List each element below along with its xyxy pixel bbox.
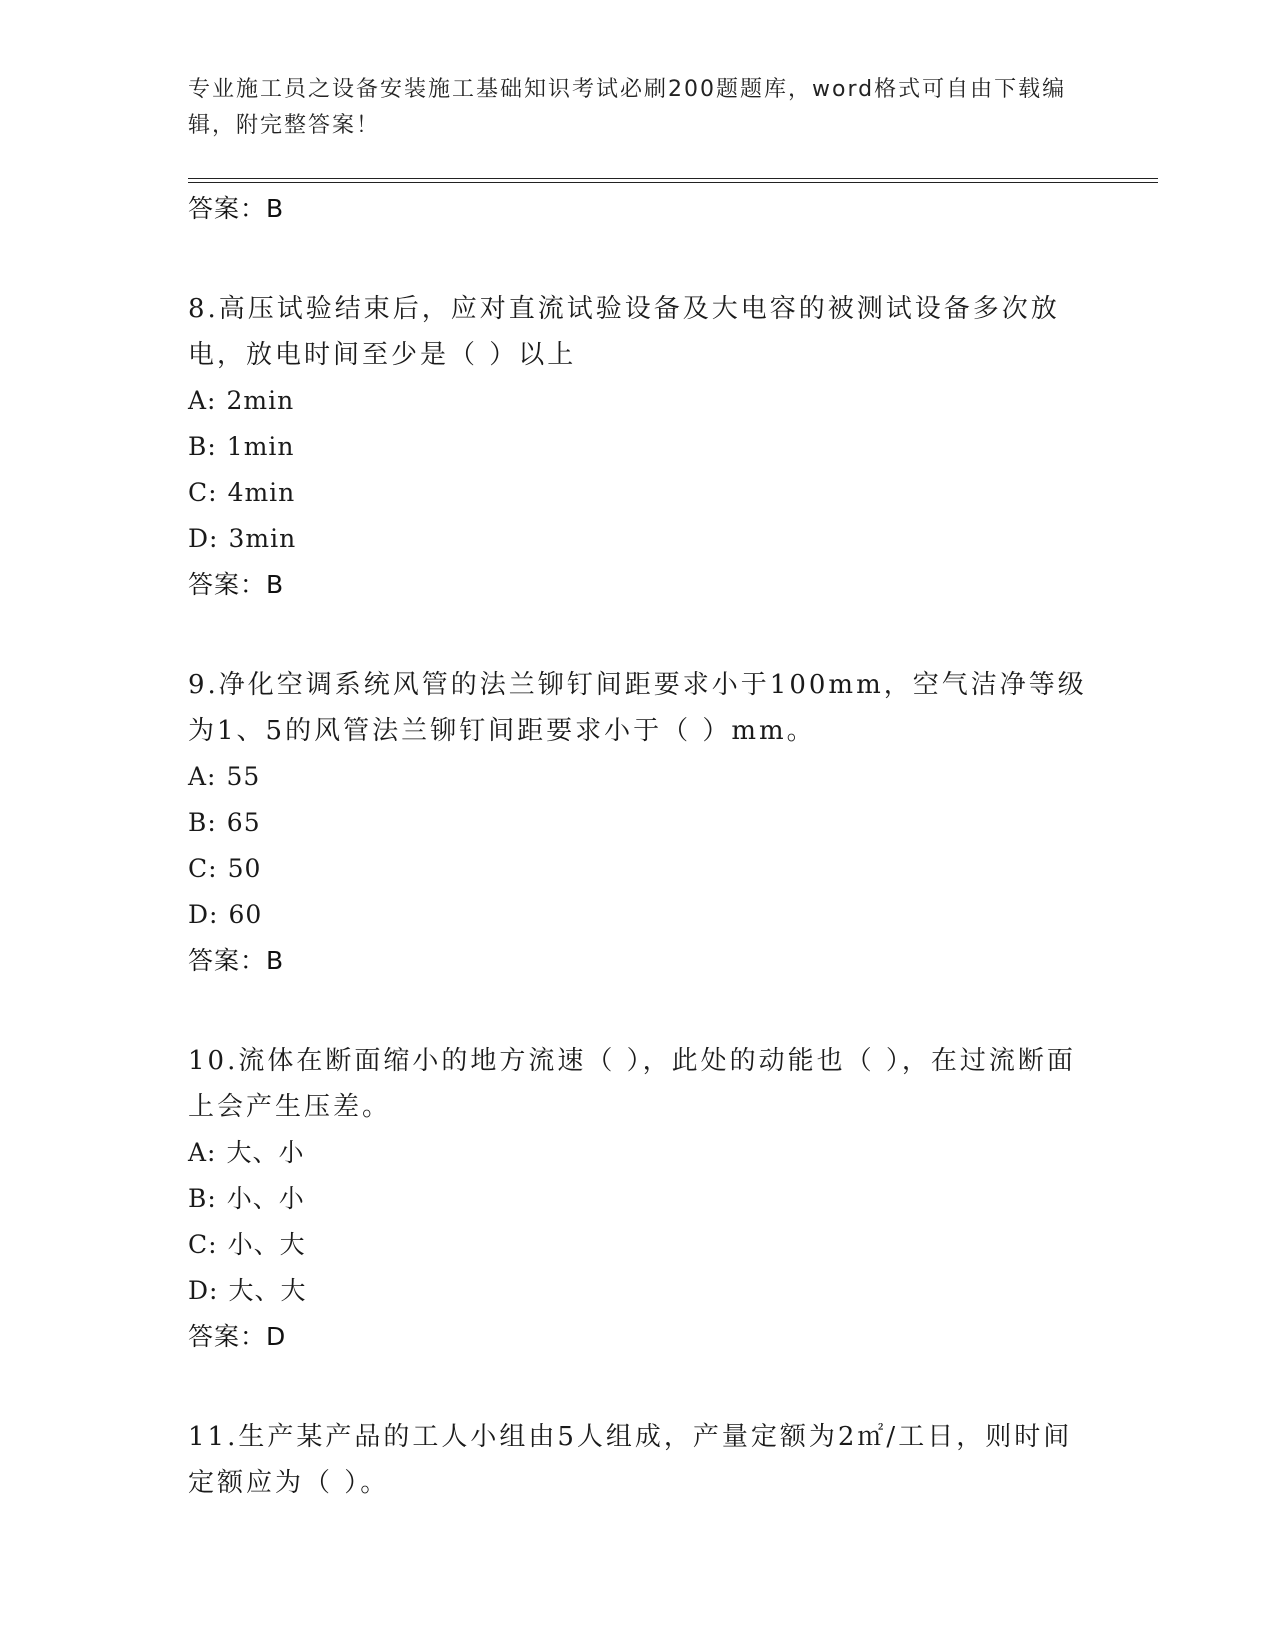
question-text: 10.流体在断面缩小的地方流速（ ），此处的动能也（ ），在过流断面上会产生压差。 <box>188 1046 1076 1122</box>
question-9 <box>188 662 1088 984</box>
question-text: 8.高压试验结束后，应对直流试验设备及大电容的被测试设备多次放电，放电时间至少是（ ）以上 <box>188 294 1060 370</box>
question-10 <box>188 1038 1088 1360</box>
document-header-title: 专业施工员之设备安装施工基础知识考试必刷200题题库，word格式可自由下载编辑，附完整答案！ <box>188 77 1067 138</box>
option-value: 小、大 <box>227 1230 306 1259</box>
option-b <box>188 424 1088 470</box>
option-key: A: <box>188 386 217 415</box>
option-value: 大、大 <box>228 1276 307 1305</box>
option-key: B: <box>188 1184 217 1213</box>
option-key: D: <box>188 1276 219 1305</box>
option-key: C: <box>188 854 218 883</box>
option-d <box>188 1268 1088 1314</box>
option-value: 小、小 <box>226 1184 305 1213</box>
answer-line: 答案：B <box>188 570 285 599</box>
option-b <box>188 800 1088 846</box>
header-divider-top <box>188 178 1158 179</box>
option-c <box>188 846 1088 892</box>
option-d <box>188 516 1088 562</box>
option-key: D: <box>188 900 219 929</box>
option-value: 65 <box>226 808 261 837</box>
question-8 <box>188 286 1088 608</box>
option-key: D: <box>188 524 219 553</box>
question-text: 11.生产某产品的工人小组由5人组成，产量定额为2㎡/工日，则时间定额应为（ ）。 <box>188 1422 1073 1498</box>
option-b <box>188 1176 1088 1222</box>
option-key: A: <box>188 1138 217 1167</box>
option-a <box>188 378 1088 424</box>
document-body <box>188 186 1088 1506</box>
option-value: 55 <box>226 762 261 791</box>
option-key: C: <box>188 478 218 507</box>
question-text: 9.净化空调系统风管的法兰铆钉间距要求小于100mm，空气洁净等级为1、5的风管法兰铆钉间距要求小于（ ）mm。 <box>188 670 1087 746</box>
option-value: 大、小 <box>226 1138 305 1167</box>
question-11 <box>188 1414 1088 1506</box>
option-value: 2min <box>226 386 295 415</box>
answer-line: 答案：B <box>188 194 285 223</box>
option-value: 1min <box>226 432 295 461</box>
option-value: 4min <box>227 478 296 507</box>
option-key: B: <box>188 808 217 837</box>
option-key: C: <box>188 1230 218 1259</box>
option-value: 3min <box>228 524 297 553</box>
option-a <box>188 754 1088 800</box>
option-key: A: <box>188 762 217 791</box>
option-key: B: <box>188 432 217 461</box>
answer-line: 答案：B <box>188 946 285 975</box>
option-c <box>188 470 1088 516</box>
option-value: 50 <box>227 854 262 883</box>
answer-line: 答案：D <box>188 1322 287 1351</box>
option-c <box>188 1222 1088 1268</box>
header-divider-bottom <box>188 182 1158 183</box>
option-d <box>188 892 1088 938</box>
option-value: 60 <box>228 900 263 929</box>
option-a <box>188 1130 1088 1176</box>
